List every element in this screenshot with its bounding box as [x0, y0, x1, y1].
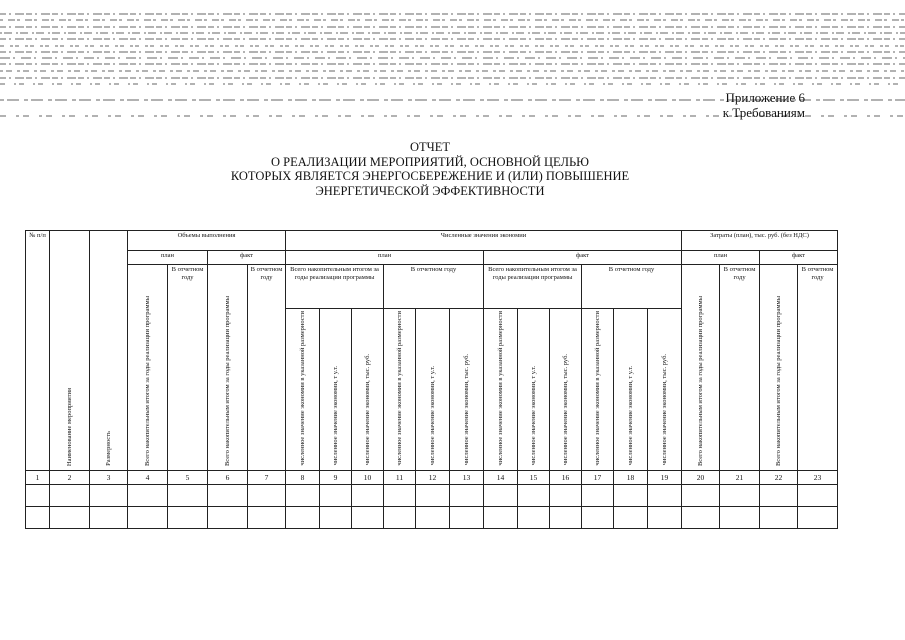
num-plan-cum: Всего накопительным итогом за годы реализации программы	[286, 265, 384, 309]
col-unit-text: Размерность	[104, 430, 112, 466]
cost-plan-cum-text: Всего накопительным итогом за годы реализации программы	[696, 295, 704, 466]
col-num: 4	[128, 470, 168, 485]
col-num: 16	[550, 470, 582, 485]
vol-fact-year: В отчетном году	[248, 265, 286, 471]
sub-19-text: численное значение экономии, тыс. руб.	[660, 354, 668, 466]
title-line-1: ОТЧЕТ	[409, 140, 451, 154]
sub-17	[582, 309, 614, 471]
sub-18-text: численное значение экономии, т у.т.	[626, 366, 634, 466]
vol-fact-cum	[208, 265, 248, 471]
vol-plan-year: В отчетном году	[168, 265, 208, 471]
cost-plan-year: В отчетном году	[720, 265, 760, 471]
col-num: 19	[648, 470, 682, 485]
table-row	[26, 485, 838, 507]
col-name-header	[50, 231, 90, 471]
volumes-plan: план	[128, 251, 208, 265]
col-num: 23	[798, 470, 838, 485]
appendix-line-2: к Требованиям	[722, 105, 805, 120]
sub-14-text: численное значение экономии в указанной размерности	[496, 311, 504, 466]
col-no-header: № п/п	[26, 231, 50, 471]
cost-fact-year: В отчетном году	[798, 265, 838, 471]
col-num: 21	[720, 470, 760, 485]
num-plan-year: В отчетном году	[384, 265, 484, 309]
col-num: 3	[90, 470, 128, 485]
col-num: 15	[518, 470, 550, 485]
sub-16-text: численное значение экономии, тыс. руб.	[561, 354, 569, 466]
sub-11-text: численное значение экономии в указанной размерности	[395, 311, 403, 466]
numeric-plan: план	[286, 251, 484, 265]
col-num: 5	[168, 470, 208, 485]
col-num: 22	[760, 470, 798, 485]
title-line-3: КОТОРЫХ ЯВЛЯЕТСЯ ЭНЕРГОСБЕРЕЖЕНИЕ И (ИЛИ) ПОВЫШЕНИЕ	[230, 169, 630, 183]
cost-fact-cum-text: Всего накопительным итогом за годы реализации программы	[774, 295, 782, 466]
title-line-2: О РЕАЛИЗАЦИИ МЕРОПРИЯТИЙ, ОСНОВНОЙ ЦЕЛЬЮ	[270, 154, 590, 169]
appendix-note	[723, 90, 805, 120]
col-name-text: Наименование мероприятия	[65, 387, 73, 466]
vol-fact-cum-text: Всего накопительным итогом за годы реализации программы	[223, 295, 231, 466]
num-fact-cum: Всего накопительным итогом за годы реализации программы	[484, 265, 582, 309]
col-num: 6	[208, 470, 248, 485]
col-num: 14	[484, 470, 518, 485]
numeric-header: Численные значения экономии	[286, 231, 682, 251]
col-num: 8	[286, 470, 320, 485]
costs-fact: факт	[760, 251, 838, 265]
col-num: 17	[582, 470, 614, 485]
sub-10	[352, 309, 384, 471]
sub-10-text: численное значение экономии, тыс. руб.	[363, 354, 371, 466]
sub-13	[450, 309, 484, 471]
col-num: 10	[352, 470, 384, 485]
volumes-header: Объемы выполнения	[128, 231, 286, 251]
volumes-fact: факт	[208, 251, 286, 265]
sub-13-text: численное значение экономии, тыс. руб.	[462, 354, 470, 466]
sub-11	[384, 309, 416, 471]
col-num: 11	[384, 470, 416, 485]
vol-plan-cum	[128, 265, 168, 471]
sub-19	[648, 309, 682, 471]
cost-fact-cum	[760, 265, 798, 471]
cost-plan-cum	[682, 265, 720, 471]
sub-9	[320, 309, 352, 471]
title-line-4: ЭНЕРГЕТИЧЕСКОЙ ЭФФЕКТИВНОСТИ	[315, 183, 545, 198]
column-number-row	[26, 470, 838, 485]
col-num: 18	[614, 470, 648, 485]
table-row	[26, 507, 838, 529]
col-unit-header	[90, 231, 128, 471]
sub-8-text: численное значение экономии в указанной размерности	[298, 311, 306, 466]
num-fact-year: В отчетном году	[582, 265, 682, 309]
sub-12-text: численное значение экономии, т у.т.	[428, 366, 436, 466]
sub-8	[286, 309, 320, 471]
costs-plan: план	[682, 251, 760, 265]
sub-15-text: численное значение экономии, т у.т.	[529, 366, 537, 466]
col-num: 2	[50, 470, 90, 485]
costs-header: Затраты (план), тыс. руб. (без НДС)	[682, 231, 838, 251]
numeric-fact: факт	[484, 251, 682, 265]
appendix-line-1: Приложение 6	[725, 90, 805, 105]
report-title	[180, 140, 680, 198]
col-num: 1	[26, 470, 50, 485]
sub-17-text: численное значение экономии в указанной размерности	[593, 311, 601, 466]
sub-14	[484, 309, 518, 471]
sub-9-text: численное значение экономии, т у.т.	[331, 366, 339, 466]
report-table	[25, 230, 838, 529]
sub-15	[518, 309, 550, 471]
col-num: 7	[248, 470, 286, 485]
col-num: 13	[450, 470, 484, 485]
sub-12	[416, 309, 450, 471]
col-num: 12	[416, 470, 450, 485]
col-num: 20	[682, 470, 720, 485]
vol-plan-cum-text: Всего накопительным итогом за годы реализации программы	[143, 295, 151, 466]
sub-16	[550, 309, 582, 471]
sub-18	[614, 309, 648, 471]
col-num: 9	[320, 470, 352, 485]
